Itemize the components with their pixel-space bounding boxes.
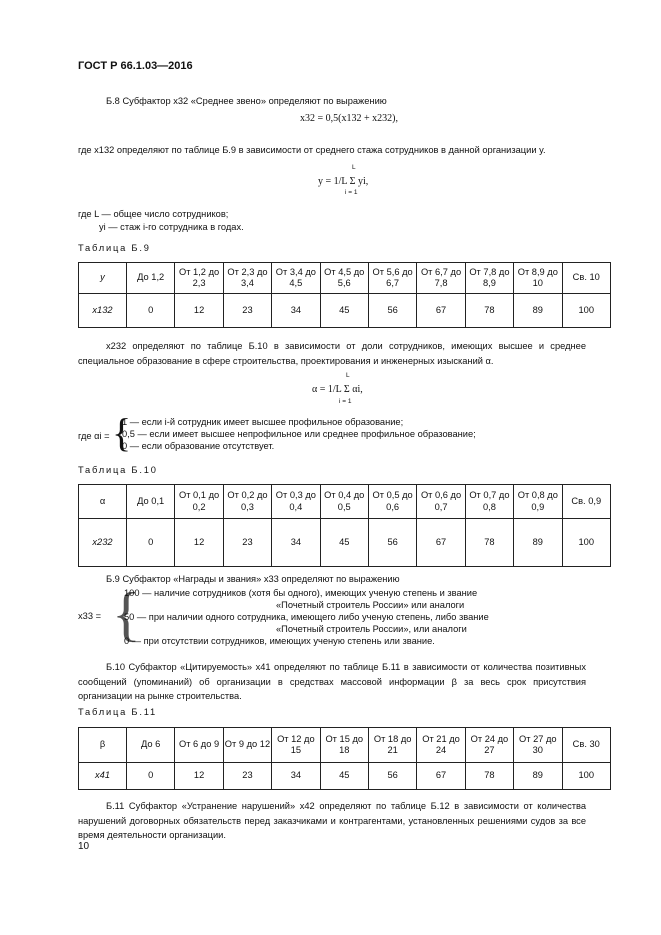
value-cell: 45	[320, 763, 368, 790]
table-b9-caption: Таблица Б.9	[78, 243, 151, 253]
table-b9	[78, 262, 611, 328]
header-cell: От 0,7 до 0,8	[465, 485, 513, 519]
value-cell: 56	[368, 763, 416, 790]
header-cell: От 9 до 12	[223, 728, 271, 763]
table-row	[79, 763, 611, 790]
header-cell: От 5,6 до 6,7	[368, 263, 416, 294]
header-cell: Св. 0,9	[562, 485, 610, 519]
header-cell: От 0,2 до 0,3	[223, 485, 271, 519]
header-cell: До 0,1	[127, 485, 175, 519]
value-cell: 89	[514, 294, 562, 328]
table-row	[79, 294, 611, 328]
value-cell: 12	[175, 294, 223, 328]
x232-paragraph: x232 определяют по таблице Б.10 в зависимости от доли сотрудников, имеющих высшее и среднее специальное образование в сфере строительства, проектирования и инженерных изысканий α.	[78, 341, 586, 366]
def-L: где L — общее число сотрудников;	[78, 209, 229, 219]
b8-text: Б.8 Субфактор x32 «Среднее звено» определяют по выражению	[106, 96, 387, 106]
value-cell: 100	[562, 294, 610, 328]
table-row	[79, 519, 611, 567]
value-cell: 67	[417, 763, 465, 790]
value-cell: 23	[223, 763, 271, 790]
alpha-def-line-3: 0 — если образование отсутствует.	[122, 441, 275, 451]
alpha-sum-upper: L	[346, 372, 350, 379]
x33-line-1: 100 — наличие сотрудников (хотя бы одного), имеющих ученую степень и звание	[124, 588, 478, 598]
b8-intro	[78, 94, 586, 109]
b8-where-line: где x132 определяют по таблице Б.9 в зависимости от среднего стажа сотрудников в данной организации y.	[78, 145, 546, 155]
b9-text: Б.9 Субфактор «Награды и звания» x33 определяют по выражению	[106, 574, 400, 584]
header-cell: До 1,2	[127, 263, 175, 294]
value-cell: 0	[127, 763, 175, 790]
row-label-y: y	[79, 263, 127, 294]
table-row	[79, 263, 611, 294]
value-cell: 89	[514, 763, 562, 790]
x33-line-2: «Почетный строитель России» или аналоги	[276, 600, 465, 610]
value-cell: 0	[127, 519, 175, 567]
row-label-x232: x232	[79, 519, 127, 567]
x33-lhs: x33 =	[78, 611, 102, 621]
header-cell: От 18 до 21	[368, 728, 416, 763]
table-row	[79, 485, 611, 519]
value-cell: 78	[465, 294, 513, 328]
b10-paragraph: Б.10 Субфактор «Цитируемость» x41 определяют по таблице Б.11 в зависимости от количества позитивных сообщений (упоминаний) об организации в средствах массовой информации β за весь срок присутствия организации на рынке строительства.	[78, 662, 586, 701]
value-cell: 34	[272, 519, 320, 567]
formula-x32: x32 = 0,5(x132 + x232),	[300, 113, 398, 124]
page-number: 10	[78, 841, 90, 852]
value-cell: 12	[175, 519, 223, 567]
def-y: yi — стаж i-го сотрудника в годах.	[99, 222, 244, 232]
formula-alpha: α = 1/L Σ αi,	[312, 384, 363, 395]
value-cell: 56	[368, 519, 416, 567]
value-cell: 23	[223, 519, 271, 567]
header-cell: От 0,6 до 0,7	[417, 485, 465, 519]
header-cell: До 6	[127, 728, 175, 763]
header-cell: От 0,4 до 0,5	[320, 485, 368, 519]
value-cell: 100	[562, 763, 610, 790]
header-cell: От 0,5 до 0,6	[368, 485, 416, 519]
sum-upper-limit: L	[352, 164, 356, 171]
alpha-sum-lower: i = 1	[339, 398, 352, 405]
value-cell: 100	[562, 519, 610, 567]
value-cell: 67	[417, 294, 465, 328]
table-b11	[78, 727, 611, 790]
row-label-x41: x41	[79, 763, 127, 790]
alpha-def-line-2: 0,5 — если имеет высшее непрофильное или среднее профильное образование;	[122, 429, 476, 439]
header-cell: От 24 до 27	[465, 728, 513, 763]
b11-paragraph: Б.11 Субфактор «Устранение нарушений» x42 определяют по таблице Б.12 в зависимости от количества нарушений договорных обязательств перед заказчиками и контрагентами, установленных решениями судов за все время деятельности организации.	[78, 801, 586, 840]
value-cell: 12	[175, 763, 223, 790]
value-cell: 89	[514, 519, 562, 567]
row-label-x132: x132	[79, 294, 127, 328]
header-cell: От 21 до 24	[417, 728, 465, 763]
header-cell: От 2,3 до 3,4	[223, 263, 271, 294]
value-cell: 34	[272, 763, 320, 790]
header-cell: От 4,5 до 5,6	[320, 263, 368, 294]
x33-line-3: 50 — при наличии одного сотрудника, имеющего либо ученую степень, либо звание	[124, 612, 489, 622]
header-cell: От 0,3 до 0,4	[272, 485, 320, 519]
row-label-alpha: α	[79, 485, 127, 519]
sum-lower-limit: i = 1	[345, 189, 358, 196]
table-b10-caption: Таблица Б.10	[78, 465, 158, 475]
alpha-def-prefix: где αi =	[78, 431, 110, 441]
header-cell: От 3,4 до 4,5	[272, 263, 320, 294]
value-cell: 45	[320, 294, 368, 328]
header-cell: От 6,7 до 7,8	[417, 263, 465, 294]
header-cell: Св. 10	[562, 263, 610, 294]
table-b11-caption: Таблица Б.11	[78, 707, 157, 717]
header-cell: От 1,2 до 2,3	[175, 263, 223, 294]
value-cell: 23	[223, 294, 271, 328]
header-cell: От 7,8 до 8,9	[465, 263, 513, 294]
brace-glyph-x33: {	[112, 581, 141, 647]
header-cell: От 0,8 до 0,9	[514, 485, 562, 519]
header-cell: От 15 до 18	[320, 728, 368, 763]
value-cell: 78	[465, 763, 513, 790]
value-cell: 56	[368, 294, 416, 328]
alpha-def-line-1: 1 — если i-й сотрудник имеет высшее профильное образование;	[122, 417, 404, 427]
header-cell: От 12 до 15	[272, 728, 320, 763]
header-cell: От 6 до 9	[175, 728, 223, 763]
header-cell: От 27 до 30	[514, 728, 562, 763]
x33-line-5: 0 — при отсутствии сотрудников, имеющих ученую степень или звание.	[124, 636, 435, 646]
table-b10	[78, 484, 611, 567]
row-label-beta: β	[79, 728, 127, 763]
header-cell: Св. 30	[562, 728, 610, 763]
header-cell: От 0,1 до 0,2	[175, 485, 223, 519]
brace-glyph: {	[112, 410, 132, 455]
document-header: ГОСТ Р 66.1.03—2016	[78, 60, 193, 72]
value-cell: 67	[417, 519, 465, 567]
value-cell: 78	[465, 519, 513, 567]
header-cell: От 8,9 до 10	[514, 263, 562, 294]
table-row	[79, 728, 611, 763]
value-cell: 34	[272, 294, 320, 328]
formula-y: y = 1/L Σ yi,	[318, 176, 369, 187]
value-cell: 0	[127, 294, 175, 328]
value-cell: 45	[320, 519, 368, 567]
x33-line-4: «Почетный строитель России», или аналоги	[276, 624, 467, 634]
